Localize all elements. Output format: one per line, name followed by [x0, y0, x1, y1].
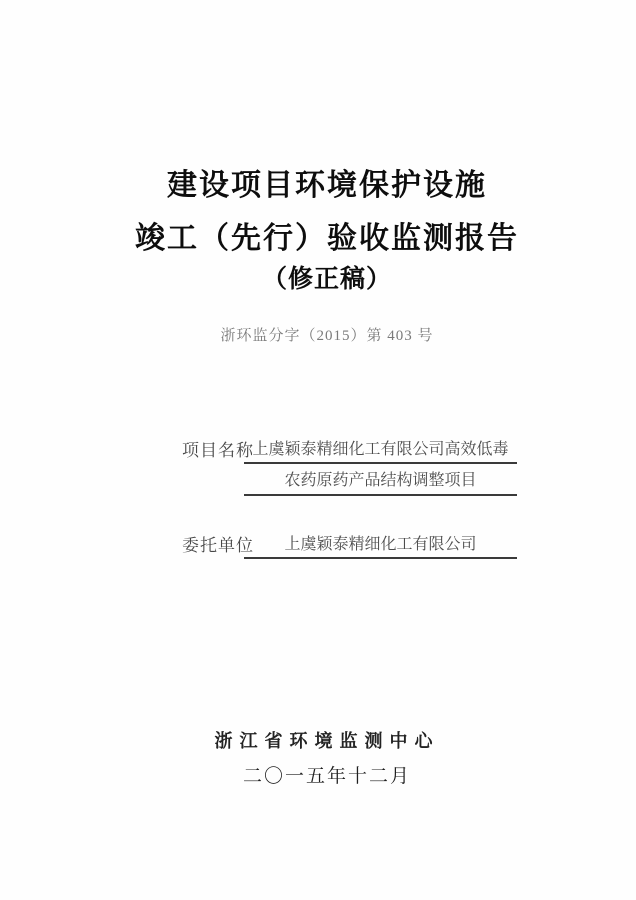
report-title-line-1: 建设项目环境保护设施 [167, 169, 487, 202]
project-name-value-line-1: 上虞颖泰精细化工有限公司高效低毒 [244, 436, 517, 464]
report-title-revision-note: （修正稿） [261, 265, 392, 293]
project-name-value-line-2: 农药原药产品结构调整项目 [244, 467, 517, 496]
client-field [182, 531, 517, 559]
project-name-field [182, 436, 517, 464]
issue-date: 二〇一五年十二月 [242, 766, 411, 787]
document-number: 浙环监分字（2015）第 403 号 [220, 328, 434, 344]
issuing-organization: 浙江省环境监测中心 [214, 731, 440, 751]
report-title-line-2: 竣工（先行）验收监测报告 [135, 222, 519, 255]
client-label: 委托单位 [182, 536, 254, 555]
client-value: 上虞颖泰精细化工有限公司 [244, 531, 517, 559]
project-name-label: 项目名称 [182, 441, 254, 460]
